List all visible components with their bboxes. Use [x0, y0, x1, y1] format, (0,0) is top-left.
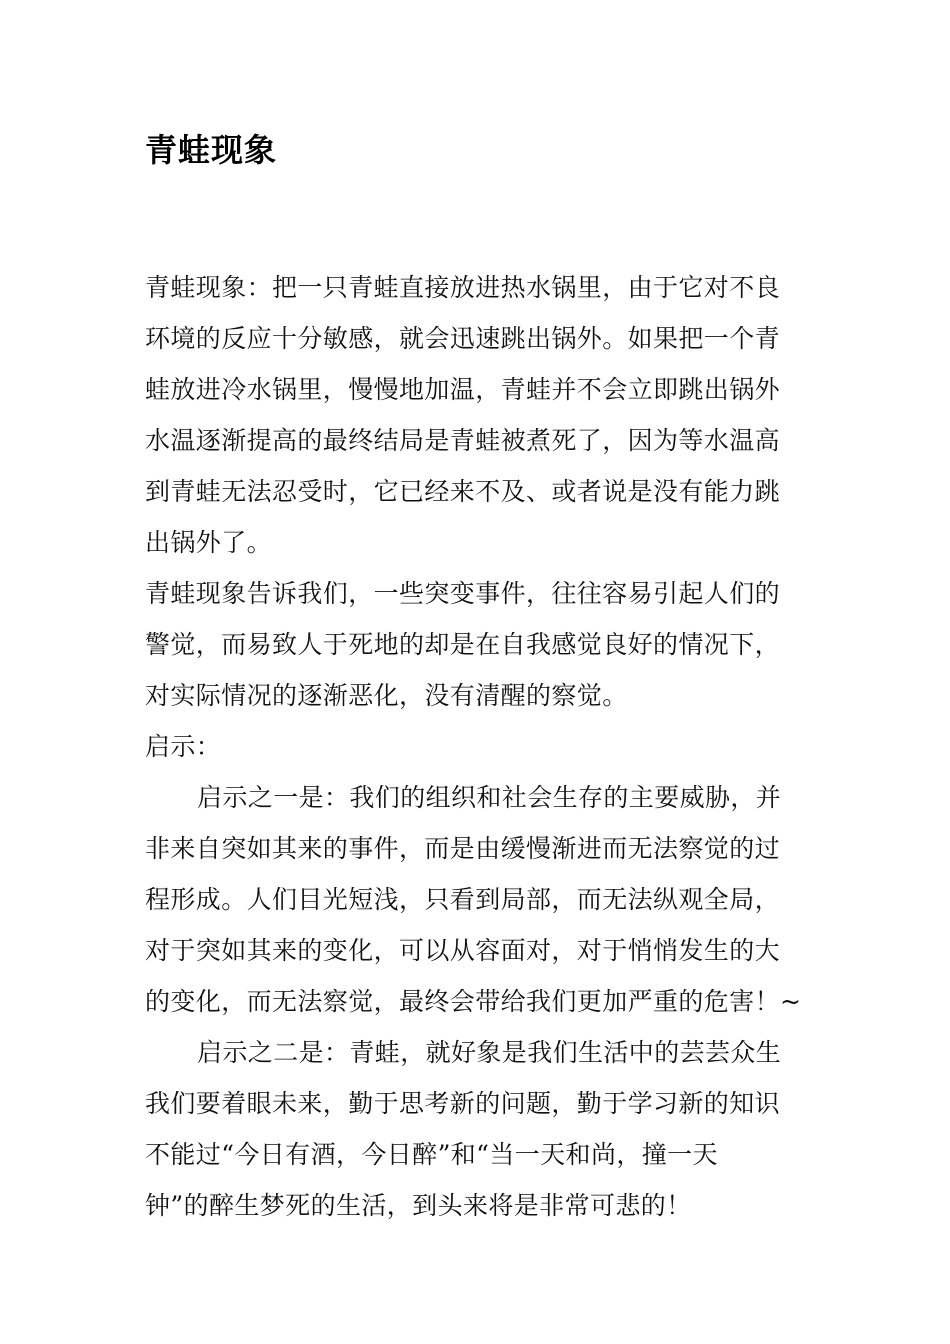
section-heading: 启示： — [145, 732, 222, 761]
paragraph-line: 青蛙现象告诉我们，一些突变事件，往往容易引起人们的 — [145, 579, 781, 608]
paragraph-line: 启示之二是：青蛙，就好象是我们生活中的芸芸众生 — [197, 1038, 782, 1067]
paragraph-line: 我们要着眼未来，勤于思考新的问题，勤于学习新的知识 — [145, 1089, 781, 1118]
paragraph-line: 到青蛙无法忍受时，它已经来不及、或者说是没有能力跳 — [145, 477, 781, 506]
paragraph-line: 不能过“今日有酒，今日醉”和“当一天和尚，撞一天 — [145, 1140, 718, 1169]
paragraph-line: 环境的反应十分敏感，就会迅速跳出锅外。如果把一个青 — [145, 324, 781, 353]
paragraph-line: 的变化，而无法察觉，最终会带给我们更加严重的危害！~ — [145, 987, 802, 1016]
paragraph-line: 启示之一是：我们的组织和社会生存的主要威胁，并 — [197, 783, 782, 812]
paragraph-line: 非来自突如其来的事件，而是由缓慢渐进而无法察觉的过 — [145, 834, 781, 863]
document-body — [145, 262, 810, 1231]
paragraph-line: 青蛙现象：把一只青蛙直接放进热水锅里，由于它对不良 — [145, 273, 781, 302]
paragraph-line: 警觉，而易致人于死地的却是在自我感觉良好的情况下， — [145, 630, 781, 659]
document-title: 青蛙现象 — [145, 131, 278, 169]
paragraph-line: 蛙放进冷水锅里，慢慢地加温，青蛙并不会立即跳出锅外 — [145, 375, 781, 404]
paragraph-line: 对于突如其来的变化，可以从容面对，对于悄悄发生的大 — [145, 936, 781, 965]
paragraph-line: 钟”的醉生梦死的生活，到头来将是非常可悲的！ — [145, 1191, 692, 1220]
paragraph-line: 对实际情况的逐渐恶化，没有清醒的察觉。 — [145, 681, 628, 710]
paragraph-line: 出锅外了。 — [145, 528, 273, 557]
paragraph-line: 水温逐渐提高的最终结局是青蛙被煮死了，因为等水温高 — [145, 426, 781, 455]
paragraph-line: 程形成。人们目光短浅，只看到局部，而无法纵观全局， — [145, 885, 781, 914]
